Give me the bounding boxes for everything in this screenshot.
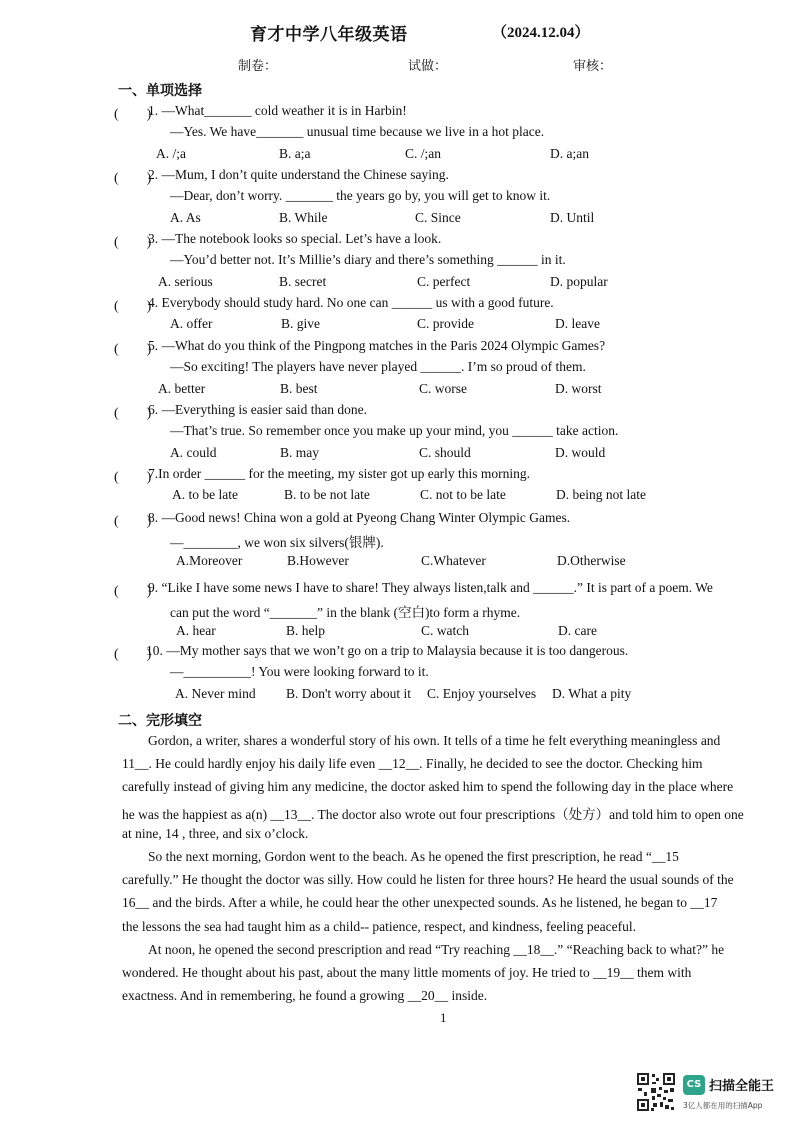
page-number: 1 <box>440 1010 447 1025</box>
scanner-app-tagline: 3亿人都在用的扫描App <box>683 1101 763 1110</box>
answer-option: C. /;an <box>405 145 441 161</box>
question-stem: 7.In order ______ for the meeting, my sister got up early this morning. <box>148 466 531 481</box>
passage-line: 16__ and the birds. After a while, he could hear the other unexpected sounds. As he listened, he began to __17 <box>122 895 718 911</box>
answer-option: A. serious <box>158 273 213 289</box>
answer-paren: ( ) <box>114 171 152 186</box>
answer-option: B. help <box>286 622 325 638</box>
answer-option: A. /;a <box>156 145 186 161</box>
answer-option: C. provide <box>417 316 474 332</box>
passage-line: the lessons the sea had taught him as a child-- patience, respect, and kindness, feeling peaceful. <box>122 918 636 934</box>
answer-option: B. Don't worry about it <box>286 685 412 701</box>
passage-line: 11__. He could hardly enjoy his daily life even __12__. Finally, he decided to see the doctor. Checking him <box>122 756 703 772</box>
answer-option: D. popular <box>550 273 608 289</box>
question-line: —________, we won six silvers(银牌). <box>170 535 384 551</box>
question-stem: 6. —Everything is easier said than done. <box>148 402 367 417</box>
answer-option: B. While <box>279 209 328 225</box>
answer-option: B. a;a <box>279 145 311 161</box>
passage-line: wondered. He thought about his past, about the many little moments of joy. He tried to __19__ them with <box>122 965 692 980</box>
answer-paren: ( ) <box>114 470 152 485</box>
question-line: —You’d better not. It’s Millie’s diary and there’s something ______ in it. <box>170 252 566 268</box>
answer-paren: ( ) <box>114 647 152 662</box>
question-line: —__________! You were looking forward to it. <box>170 664 429 680</box>
passage-line: exactness. And in remembering, he found a growing __20__ inside. <box>122 988 488 1004</box>
scanner-app-name: 扫描全能王 <box>709 1079 775 1094</box>
passage-line: Gordon, a writer, shares a wonderful story of his own. It tells of a time he felt everything meaningless and <box>148 733 721 748</box>
answer-option: A. could <box>170 444 217 460</box>
section2-heading: 二、完形填空 <box>118 713 202 729</box>
section1-heading: 一、单项选择 <box>118 83 202 99</box>
answer-option: C. perfect <box>417 273 471 289</box>
answer-option: C. not to be late <box>420 487 506 503</box>
answer-option: A. better <box>158 380 206 396</box>
answer-option: B. give <box>281 316 320 332</box>
answer-option: A.Moreover <box>176 552 243 568</box>
answer-option: C. worse <box>419 380 467 396</box>
answer-paren: ( ) <box>114 584 152 599</box>
question-stem: 1. —What_______ cold weather it is in Harbin! <box>148 103 407 118</box>
answer-paren: ( ) <box>114 107 152 122</box>
scanner-app-logo-icon: CS <box>683 1075 705 1095</box>
answer-option: C. watch <box>421 622 469 638</box>
answer-option: C. should <box>419 444 471 460</box>
answer-paren: ( ) <box>114 235 152 250</box>
answer-option: D. a;an <box>550 145 589 161</box>
passage-line: At noon, he opened the second prescription and read “Try reaching __18__.” “Reaching back to what?” he <box>148 941 725 957</box>
answer-paren: ( ) <box>114 299 152 314</box>
answer-option: D. worst <box>555 380 602 396</box>
answer-option: D. leave <box>555 316 600 332</box>
answer-option: A. As <box>170 209 201 225</box>
answer-option: D. care <box>558 622 597 638</box>
answer-option: B. secret <box>279 273 327 289</box>
reviewer-label: 审核： <box>573 59 613 74</box>
question-stem: 4. Everybody should study hard. No one can ______ us with a good future. <box>148 295 554 310</box>
question-line: can put the word “_______” in the blank (空白)to form a rhyme. <box>170 605 521 621</box>
answer-option: A. hear <box>176 622 216 638</box>
answer-option: B. best <box>280 380 318 396</box>
passage-line: at nine, 14 , three, and six o’clock. <box>122 825 309 841</box>
tester-label: 试做： <box>408 59 448 74</box>
passage-line: carefully instead of giving him any medicine, the doctor asked him to spend the following day in the place where <box>122 779 734 795</box>
answer-option: C.Whatever <box>421 552 486 568</box>
answer-paren: ( ) <box>114 406 152 421</box>
question-line: —So exciting! The players have never played ______. I’m so proud of them. <box>170 359 586 375</box>
question-line: —Dear, don’t worry. _______ the years go by, you will get to know it. <box>170 188 551 204</box>
answer-option: A. to be late <box>172 487 238 503</box>
answer-option: D. would <box>555 444 606 460</box>
qr-code-icon <box>636 1072 676 1112</box>
passage-line: he was the happiest as a(n) __13__. The doctor also wrote out four prescriptions（处方）and told him to open one <box>122 806 744 822</box>
answer-option: B. may <box>280 444 319 460</box>
answer-option: B. to be not late <box>284 487 370 503</box>
answer-paren: ( ) <box>114 342 152 357</box>
question-line: —That’s true. So remember once you make up your mind, you ______ take action. <box>170 423 619 439</box>
question-stem: 10. —My mother says that we won’t go on a trip to Malaysia because it is too dangerous. <box>146 643 629 658</box>
exam-title: 育才中学八年级英语 <box>250 25 408 45</box>
answer-option: D.Otherwise <box>557 552 626 568</box>
passage-line: carefully.” He thought the doctor was silly. How could he listen for three hours? He heard the usual sounds of the <box>122 872 734 888</box>
answer-option: D. Until <box>550 209 595 225</box>
answer-option: A. Never mind <box>175 685 256 701</box>
question-stem: 8. —Good news! China won a gold at Pyeong Chang Winter Olympic Games. <box>148 510 571 525</box>
answer-option: B.However <box>287 552 349 568</box>
question-stem: 2. —Mum, I don’t quite understand the Chinese saying. <box>148 167 449 182</box>
question-stem: 9. “Like I have some news I have to share! They always listen,talk and ______.” It is part of a poem. We <box>148 580 713 595</box>
answer-option: C. Enjoy yourselves <box>427 685 537 701</box>
answer-option: D. What a pity <box>552 685 632 701</box>
question-stem: 5. —What do you think of the Pingpong matches in the Paris 2024 Olympic Games? <box>148 338 606 353</box>
maker-label: 制卷： <box>238 59 278 74</box>
answer-option: C. Since <box>415 209 461 225</box>
answer-paren: ( ) <box>114 514 152 529</box>
question-line: —Yes. We have_______ unusual time because we live in a hot place. <box>170 124 545 140</box>
question-stem: 3. —The notebook looks so special. Let’s have a look. <box>148 231 442 246</box>
passage-line: So the next morning, Gordon went to the beach. As he opened the first prescription, he read “__15 <box>148 849 679 864</box>
answer-option: A. offer <box>170 316 213 332</box>
answer-option: D. being not late <box>556 487 646 503</box>
exam-date: （2024.12.04） <box>492 25 590 41</box>
